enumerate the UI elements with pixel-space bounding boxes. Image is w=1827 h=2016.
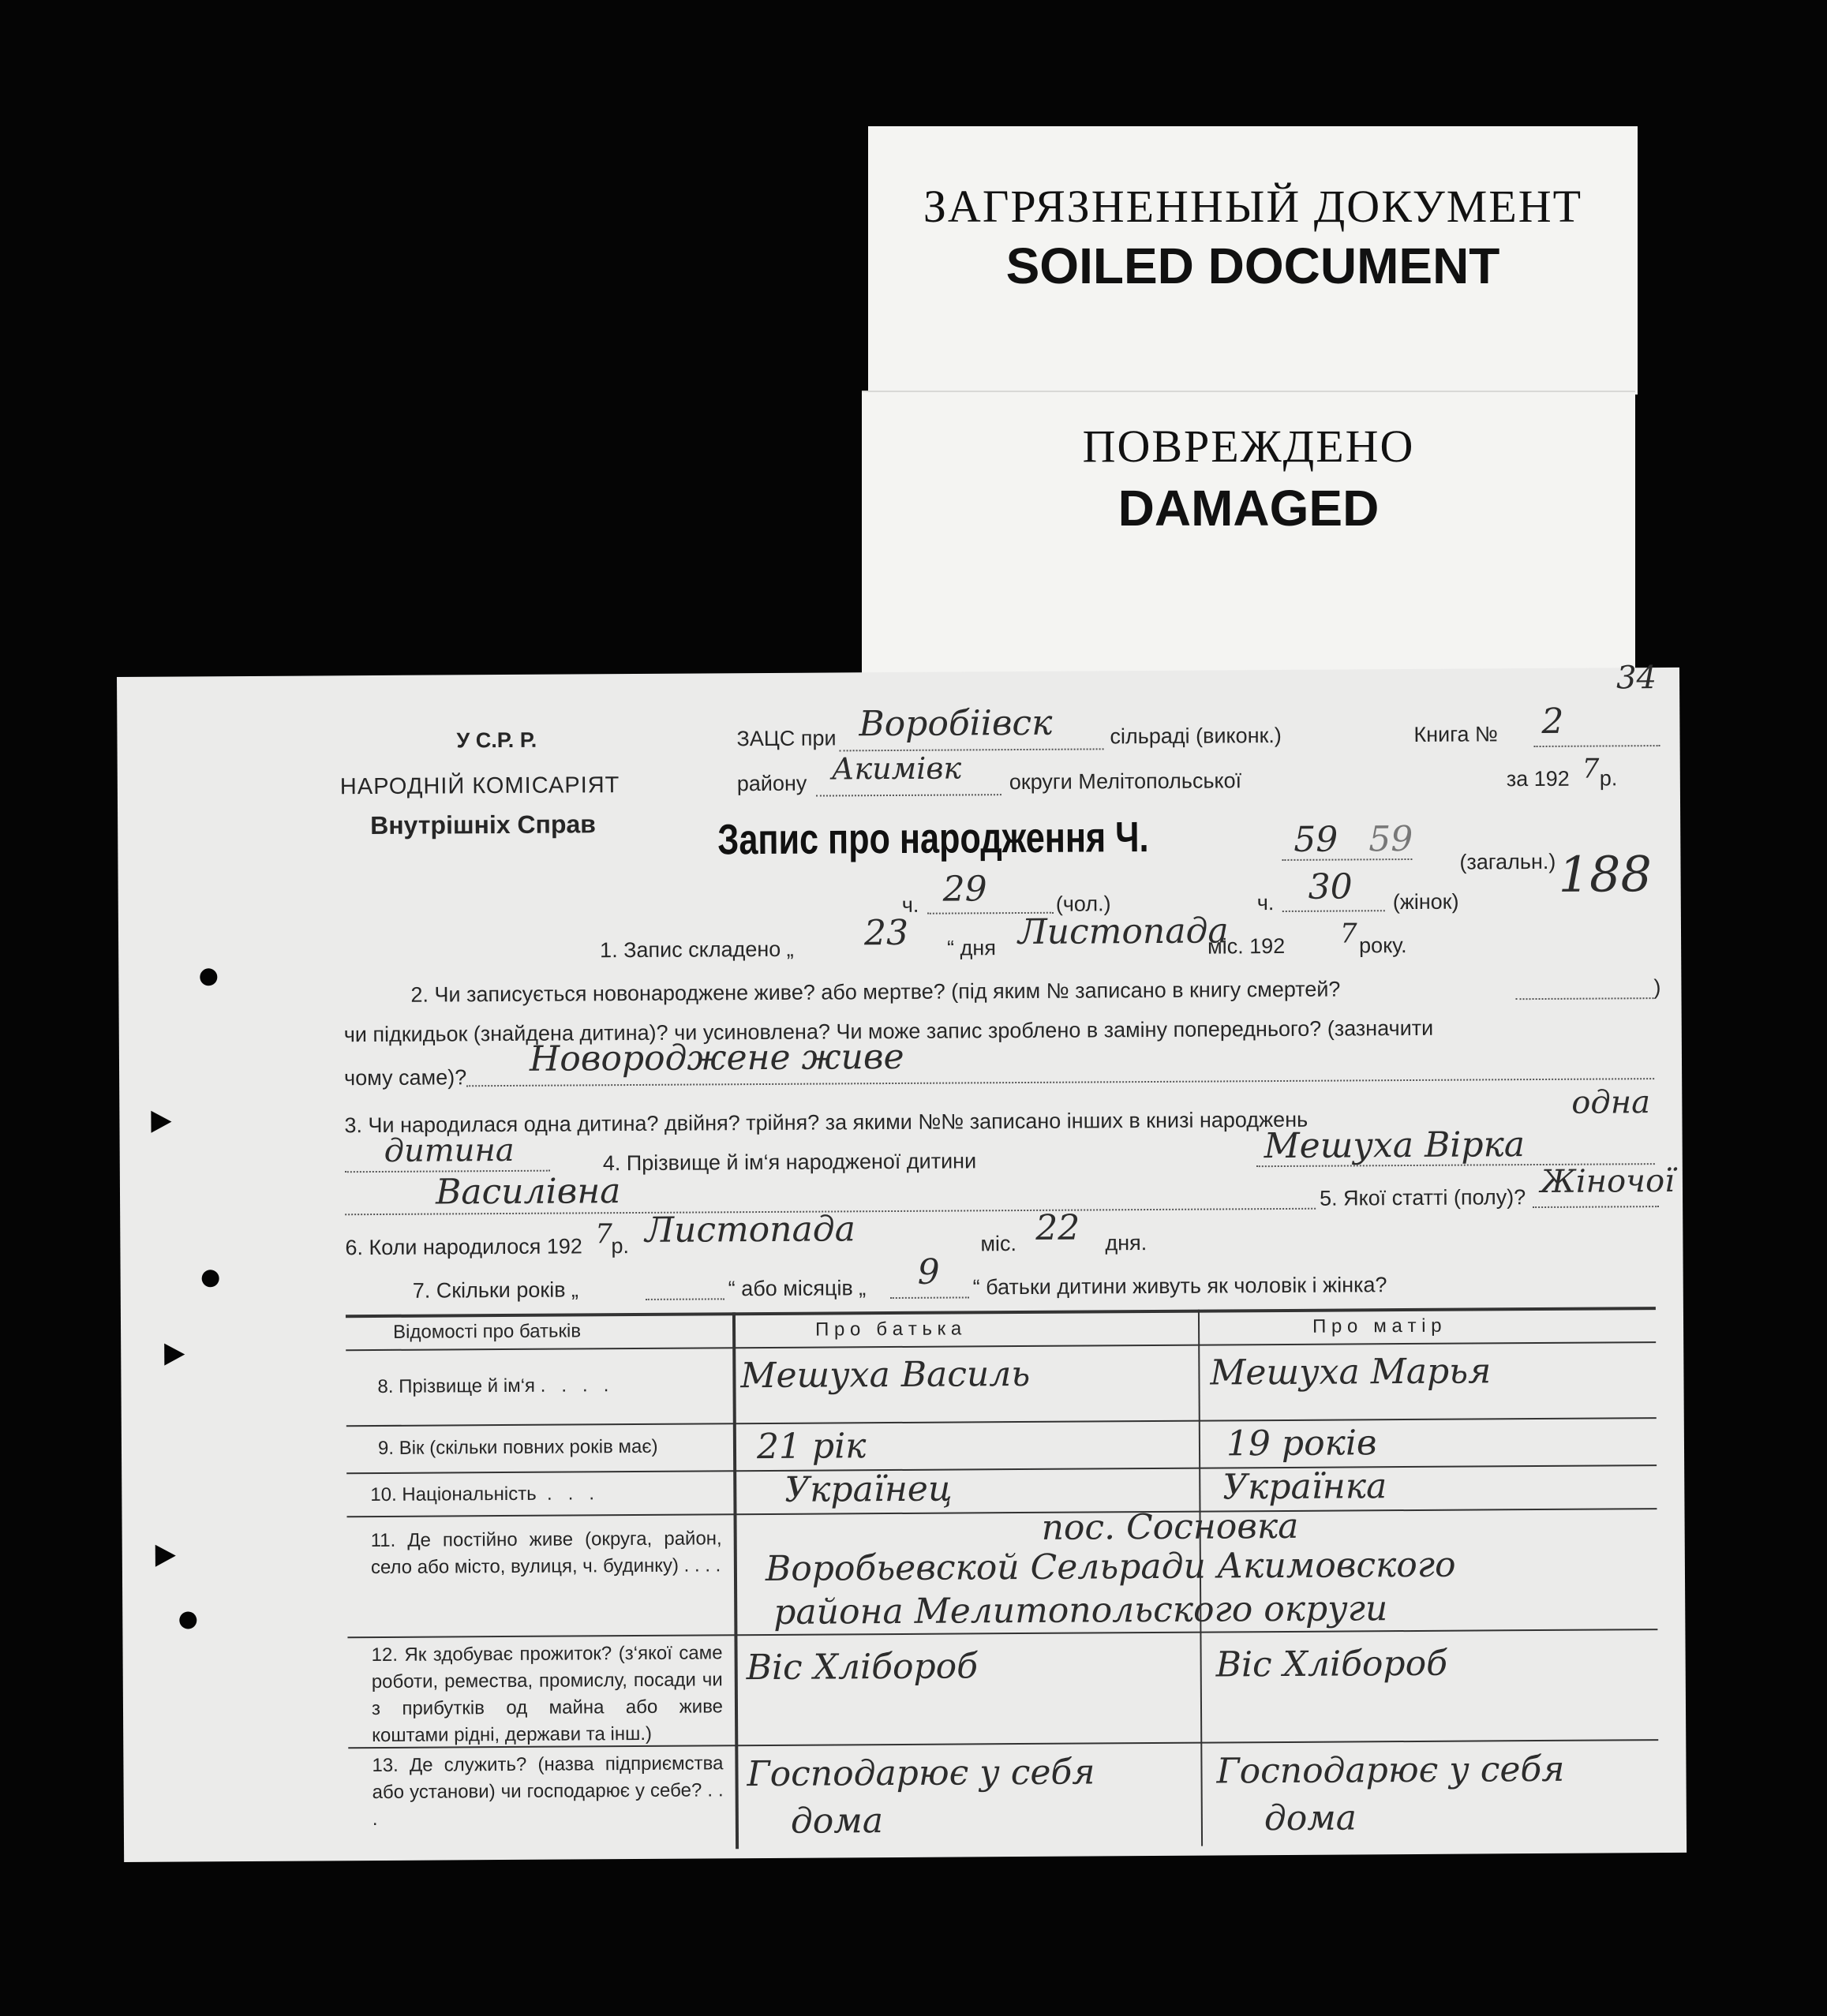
total-label: (загальн.)	[1459, 849, 1556, 874]
page-number: 34	[1615, 660, 1657, 697]
q1-end: року.	[1359, 933, 1407, 958]
female-value: 30	[1308, 866, 1353, 907]
mother-employment-a: Господарює у себя	[1216, 1749, 1565, 1792]
q6-year-digit: 7	[595, 1218, 613, 1251]
q7-prefix: 7. Скільки років „	[412, 1277, 579, 1303]
q7-months-line	[890, 1296, 969, 1299]
q6-day: 22	[1035, 1207, 1080, 1248]
q2-line2: чи підкидьок (знайдена дитина)? чи усиновлена? Чи може запис зроблено в заміну попереднього? (зазначити	[343, 1015, 1434, 1047]
row-nationality-label: 10. Національність . . .	[370, 1483, 595, 1506]
q1-suffix: міс. 192	[1207, 933, 1286, 959]
father-employment-a: Господарює у себя	[747, 1752, 1095, 1795]
q2-deaths-line	[1516, 997, 1654, 1000]
q3-answer-a: одна	[1571, 1084, 1651, 1121]
record-number: 59	[1294, 819, 1338, 860]
q2-answer: Новороджене живе	[529, 1036, 904, 1079]
damaged-document-label	[862, 391, 1635, 684]
year-suffix: р.	[1599, 766, 1618, 791]
punch-hole	[200, 968, 217, 986]
district-line	[816, 794, 1001, 796]
table-rule	[346, 1464, 1657, 1474]
paper-notch	[164, 1343, 185, 1365]
book-line	[1534, 745, 1660, 747]
zags-prefix: ЗАЦС при	[736, 726, 837, 751]
damaged-label-en: DAMAGED	[1118, 480, 1380, 537]
q6-end: дня.	[1105, 1231, 1147, 1255]
damaged-label-ru: ПОВРЕЖДЕНО	[1082, 421, 1415, 472]
district-suffix: округи Мелітопольської	[1009, 769, 1242, 795]
mother-nationality: Українка	[1222, 1466, 1387, 1508]
table-header-mother: П р о м а т і р	[1312, 1315, 1442, 1337]
year-digit: 7	[1582, 753, 1600, 785]
male-label: (чол.)	[1055, 892, 1111, 916]
zags-value: Воробіівск	[859, 702, 1053, 745]
q5-answer: Жіночої	[1540, 1162, 1675, 1200]
q6-prefix: 6. Коли народилося 192	[345, 1234, 582, 1260]
female-prefix: ч.	[1256, 891, 1275, 915]
q5-text: 5. Якої статті (полу)?	[1319, 1185, 1526, 1210]
q2-line3-prefix: чому саме)?	[344, 1065, 467, 1090]
q7-suffix: “ батьки дитини живуть як чоловік і жінка?	[972, 1273, 1387, 1300]
q4-answer-a: Мешуха Вірка	[1264, 1124, 1526, 1167]
table-header-info: Відомості про батьків	[392, 1320, 582, 1343]
year-label: за 192	[1506, 766, 1570, 791]
mother-age: 19 років	[1226, 1423, 1377, 1464]
punch-hole	[202, 1270, 219, 1287]
parents-table	[346, 1307, 1659, 1851]
female-label: (жінок)	[1392, 889, 1459, 914]
book-value: 2	[1541, 701, 1564, 742]
father-nationality: Українец	[784, 1468, 953, 1510]
header-department: Внутрішніх Справ	[370, 810, 597, 840]
residence-line-b: Воробьевской Сельради Акимовского	[765, 1544, 1456, 1589]
q7-years-line	[646, 1298, 724, 1300]
father-livelihood: Віс Хлібороб	[746, 1646, 979, 1689]
table-rule	[346, 1307, 1656, 1318]
record-number-alt: 59	[1368, 818, 1413, 860]
mother-employment-b: дома	[1264, 1797, 1357, 1839]
father-age: 21 рік	[756, 1426, 867, 1468]
form-title: Запис про народження Ч.	[717, 814, 1149, 864]
row-livelihood-label: 12. Як здобуває прожиток? (з‘якої саме роботи, ремества, промислу, посади чи з прибутків од майна або живе коштами рідні, держави та інш.)	[371, 1642, 724, 1747]
district-value: Акимівк	[831, 750, 962, 787]
father-employment-b: дома	[790, 1801, 884, 1842]
q4-text: 4. Прізвище й ім‘я народженої дитини	[602, 1149, 977, 1176]
table-column-rule	[732, 1312, 739, 1849]
record-number-line	[1282, 858, 1412, 861]
row-residence-label: 11. Де постійно живе (округа, район, село або місто, вулиця, ч. будинку) . . . .	[370, 1528, 722, 1579]
male-value: 29	[942, 869, 987, 910]
row-age-label: 9. Вік (скільки повних років має)	[377, 1435, 658, 1459]
row-name-label: 8. Прізвище й ім‘я . . . .	[377, 1375, 609, 1397]
q1-day: 23	[863, 912, 909, 954]
zags-suffix: сільраді (виконк.)	[1110, 723, 1282, 749]
mother-livelihood: Віс Хлібороб	[1215, 1643, 1448, 1685]
soiled-document-label	[868, 126, 1638, 395]
female-line	[1282, 910, 1385, 912]
table-rule	[347, 1508, 1657, 1517]
table-rule	[346, 1417, 1657, 1427]
header-commissariat: НАРОДНІЙ КОМІСАРІЯТ	[339, 772, 620, 800]
q3-answer-b: дитина	[384, 1131, 515, 1169]
q1-mid: “ дня	[947, 936, 996, 960]
book-label: Книга №	[1413, 722, 1499, 746]
paper-notch	[155, 1545, 176, 1567]
q2-line1-end: )	[1653, 975, 1661, 1000]
q1-year-digit: 7	[1339, 918, 1357, 950]
soiled-label-en: SOILED DOCUMENT	[1005, 238, 1500, 294]
father-name: Мешуха Василь	[740, 1353, 1031, 1397]
soiled-label-ru: ЗАГРЯЗНЕННЫЙ ДОКУМЕНТ	[923, 181, 1583, 232]
q4-answer-b: Василівна	[435, 1171, 621, 1213]
birth-record-form	[117, 660, 1687, 1862]
residence-line-c: района Мелитопольского округи	[773, 1588, 1388, 1633]
residence-line-a: пос. Сосновка	[1041, 1505, 1299, 1548]
q6-mid: р.	[611, 1234, 630, 1259]
header-republic: У С.Р. Р.	[456, 727, 537, 753]
q2-answer-line	[466, 1078, 1654, 1087]
q1-month: Листопада	[1017, 911, 1229, 953]
male-prefix: ч.	[901, 892, 919, 917]
q7-mid: “ або місяців „	[728, 1276, 867, 1301]
district-prefix: району	[736, 771, 807, 796]
q5-line	[1533, 1206, 1659, 1208]
mother-name: Мешуха Марья	[1210, 1351, 1492, 1393]
q3-text: 3. Чи народилася одна дитина? двійня? трійня? за якими №№ записано інших в книзі народжень	[344, 1107, 1308, 1138]
q1-prefix: 1. Запис складено „	[600, 937, 794, 963]
margin-number: 188	[1558, 845, 1653, 903]
paper-notch	[151, 1111, 171, 1133]
q6-month: Листопада	[645, 1209, 856, 1251]
punch-hole	[179, 1611, 197, 1629]
table-header-father: П р о б а т ь к а	[814, 1318, 962, 1341]
q6-suffix: міс.	[980, 1232, 1017, 1256]
q7-months: 9	[917, 1251, 940, 1292]
row-employment-label: 13. Де служить? (назва підприємства або установи) чи господарює у себе? . . .	[372, 1752, 724, 1831]
q2-line1: 2. Чи записується новонароджене живе? або мертве? (під яким № записано в книгу смертей?	[410, 977, 1341, 1007]
